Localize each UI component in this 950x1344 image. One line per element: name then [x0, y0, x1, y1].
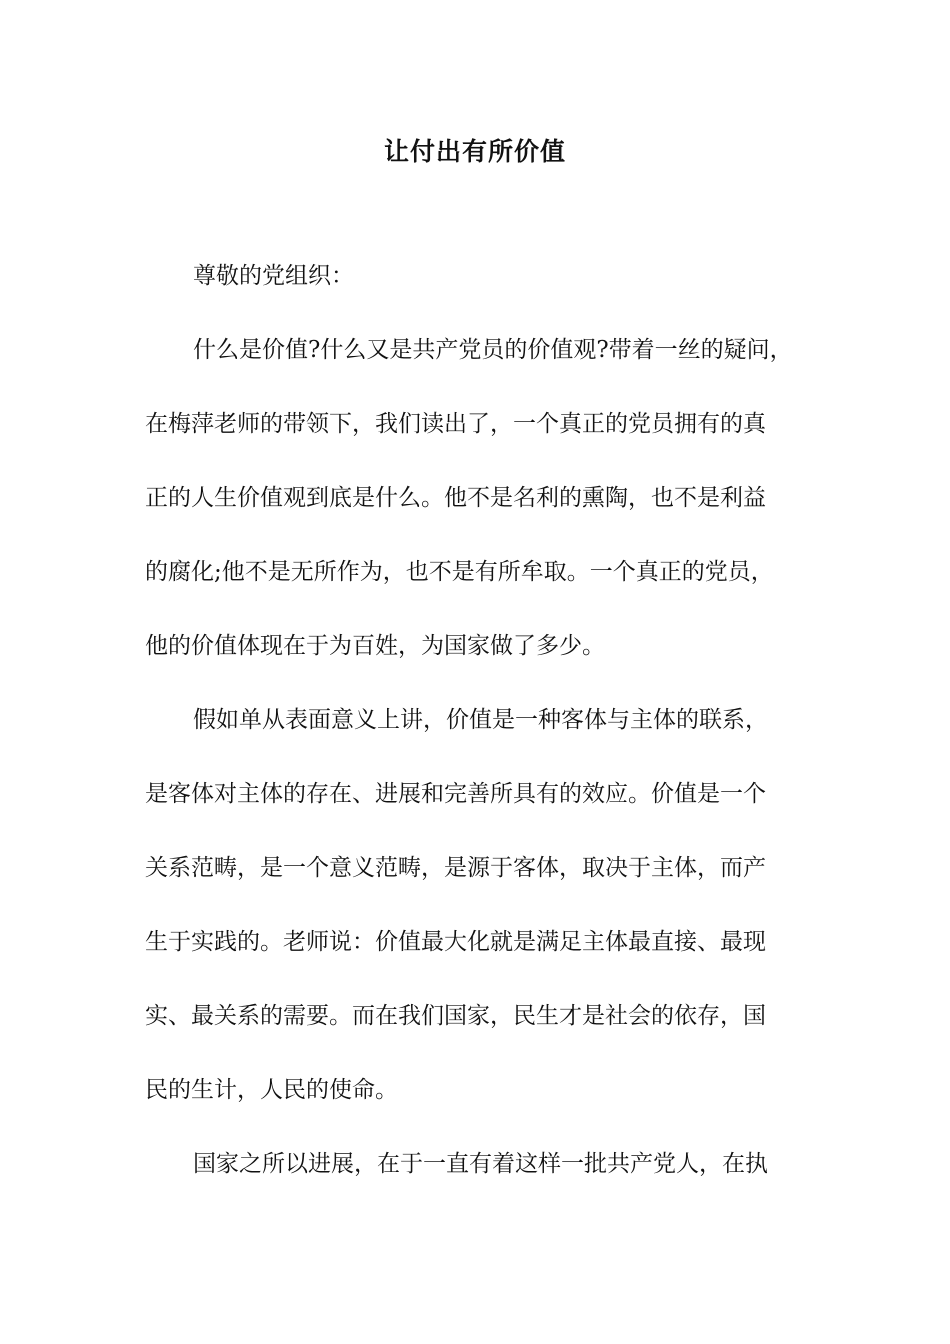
text-line: 正的人生价值观到底是什么。他不是名利的熏陶，也不是利益 [145, 485, 766, 511]
text-line: 实、最关系的需要。而在我们国家，民生才是社会的依存，国 [145, 1003, 766, 1029]
document-title: 让付出有所价值 [383, 137, 566, 166]
paragraph-2 [145, 700, 835, 1111]
text-line: 的腐化;他不是无所作为，也不是有所牟取。一个真正的党员， [145, 559, 774, 585]
text-line: 什么是价值?什么又是共产党员的价值观?带着一丝的疑问， [193, 337, 793, 363]
text-line: 在梅萍老师的带领下，我们读出了，一个真正的党员拥有的真 [145, 411, 766, 437]
text-line: 尊敬的党组织： [193, 263, 354, 289]
salutation-paragraph [145, 256, 835, 297]
paragraph-3 [145, 1144, 835, 1185]
text-line: 国家之所以进展，在于一直有着这样一批共产党人，在执 [193, 1151, 768, 1177]
text-line: 生于实践的。老师说：价值最大化就是满足主体最直接、最现 [145, 929, 766, 955]
text-line: 关系范畴，是一个意义范畴，是源于客体，取决于主体，而产 [145, 855, 766, 881]
text-line: 他的价值体现在于为百姓，为国家做了多少。 [145, 633, 605, 659]
text-line: 是客体对主体的存在、进展和完善所具有的效应。价值是一个 [145, 781, 766, 807]
text-line: 假如单从表面意义上讲，价值是一种客体与主体的联系， [193, 707, 768, 733]
document-body [145, 256, 835, 1218]
text-line: 民的生计，人民的使命。 [145, 1077, 398, 1103]
paragraph-1 [145, 330, 835, 667]
